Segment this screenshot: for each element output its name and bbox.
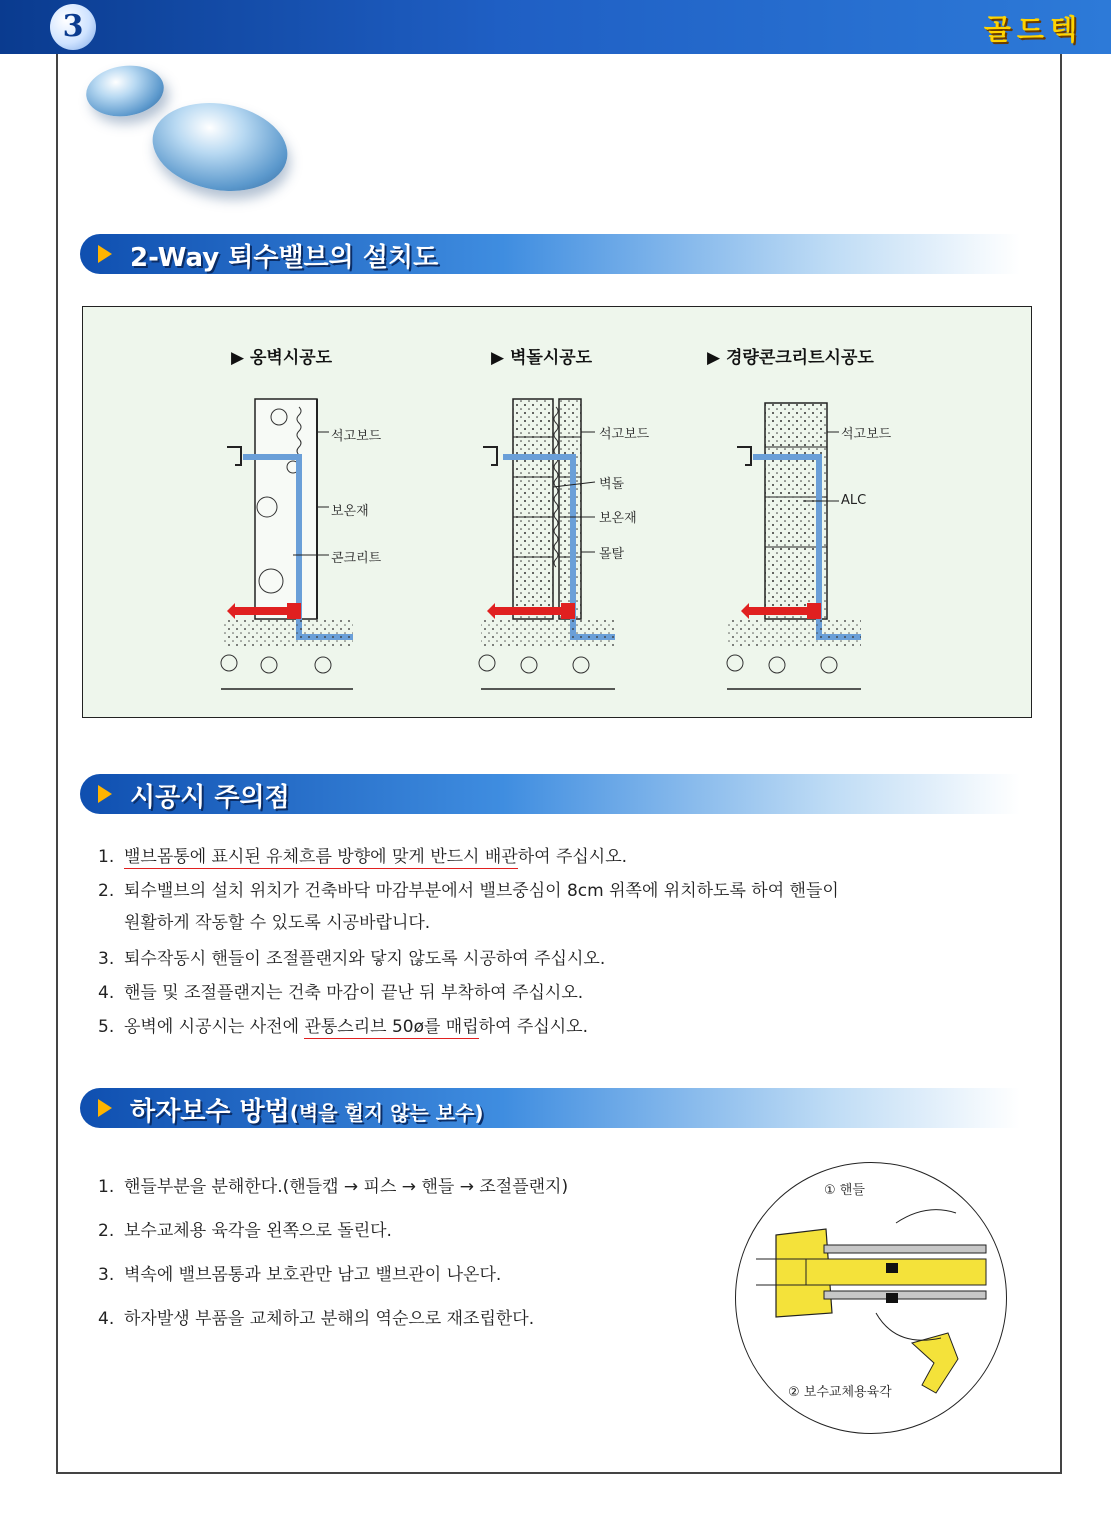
precaution-item-1: 1. 밸브몸통에 표시된 유체흐름 방향에 맞게 반드시 배관하여 주십시오. (98, 847, 628, 867)
section-installation-title: 2-Way 퇴수밸브의 설치도 (130, 243, 439, 273)
repair-step-1: 1. 핸들부분을 분해한다.(핸들캡 → 피스 → 핸들 → 조절플랜지) (98, 1177, 569, 1197)
precaution-item-3: 3. 퇴수작동시 핸들이 조절플랜지와 닿지 않도록 시공하여 주십시오. (98, 949, 606, 969)
label-gypsum-board-2: 석고보드 (599, 427, 650, 442)
label-concrete: 콘크리트 (331, 551, 382, 566)
repair-step-4: 4. 하자발생 부품을 교체하고 분해의 역순으로 재조립한다. (98, 1309, 535, 1329)
page-number-badge: 3 (50, 4, 96, 50)
diagram-title-lightweight-concrete: ▶ 경량콘크리트시공도 (707, 348, 874, 368)
label-gypsum-board-3: 석고보드 (841, 427, 892, 442)
precaution-item-2: 2. 퇴수밸브의 설치 위치가 건축바닥 마감부분에서 밸브중심이 8cm 위쪽에 위치하도록 하여 핸들이 (98, 881, 839, 901)
label-insulation-2: 보온재 (599, 511, 637, 526)
diagram-title-brick: ▶ 벽돌시공도 (491, 348, 593, 368)
label-mortar: 몰탈 (599, 547, 625, 562)
precaution-item-2-cont: 원활하게 작동할 수 있도록 시공바랍니다. (124, 913, 431, 933)
label-gypsum-board-1: 석고보드 (331, 429, 382, 444)
section-installation-header (80, 234, 1020, 274)
label-handle: ① 핸들 (824, 1183, 865, 1198)
diagram-brick (479, 399, 615, 689)
section-arrow-icon (98, 1099, 112, 1117)
installation-diagram-panel (82, 306, 1032, 718)
repair-step-2: 2. 보수교체용 육각을 왼쪽으로 돌린다. (98, 1221, 392, 1241)
label-brick: 벽돌 (599, 477, 625, 492)
section-arrow-icon (98, 245, 112, 263)
label-insulation-1: 보온재 (331, 504, 369, 519)
diagram-lightweight-concrete (727, 403, 861, 689)
precaution-item-4: 4. 핸들 및 조절플랜지는 건축 마감이 끝난 뒤 부착하여 주십시오. (98, 983, 584, 1003)
section-precautions-title: 시공시 주의점 (130, 783, 290, 813)
brand-logo: 골드텍 (983, 13, 1083, 46)
section-arrow-icon (98, 785, 112, 803)
repair-detail-diagram (735, 1162, 1007, 1434)
repair-step-3: 3. 벽속에 밸브몸통과 보호관만 남고 밸브관이 나온다. (98, 1265, 502, 1285)
installation-diagrams-drawing (83, 307, 1031, 717)
precaution-item-5: 5. 옹벽에 시공시는 사전에 관통스리브 50ø를 매립하여 주십시오. (98, 1017, 588, 1037)
label-alc: ALC (841, 493, 867, 508)
section-precautions-header (80, 774, 1020, 814)
diagram-title-retaining-wall: ▶ 옹벽시공도 (231, 348, 333, 368)
section-repair-title: 하자보수 방법(벽을 헐지 않는 보수) (130, 1097, 484, 1127)
label-repair-hex: ② 보수교체용육각 (788, 1385, 892, 1400)
top-header-bar (0, 0, 1111, 54)
section-repair-header (80, 1088, 1020, 1128)
